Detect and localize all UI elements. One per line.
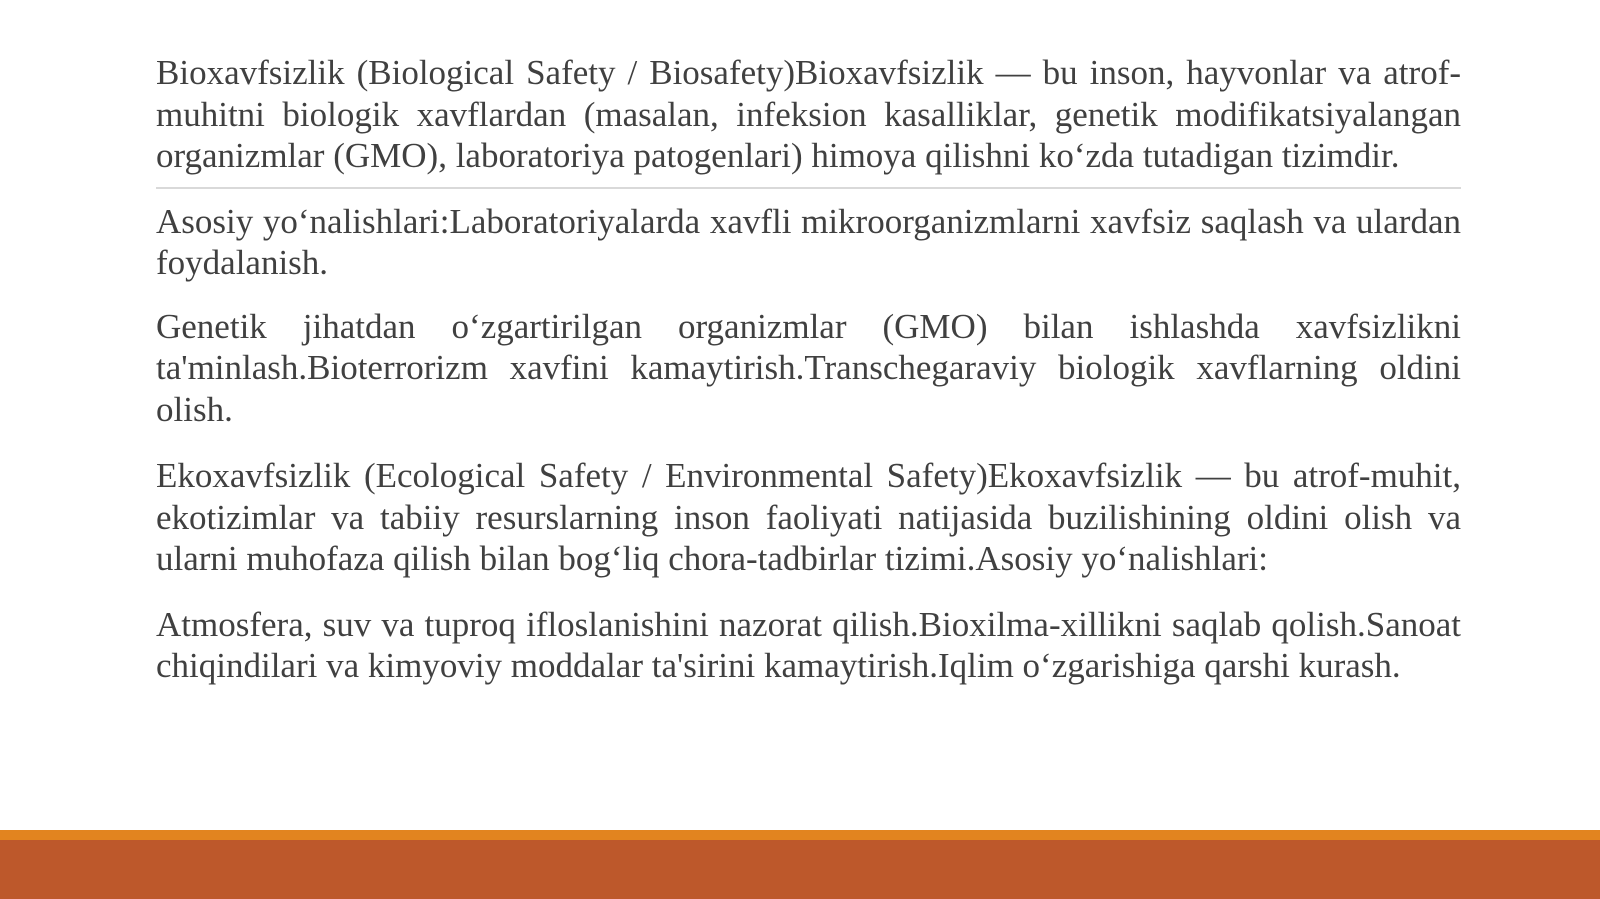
paragraph-biosafety-directions: Asosiy yo‘nalishlari:Laboratoriyalarda xavfli mikroorganizmlarni xavfsiz saqlash va ulardan foydalanish. bbox=[156, 201, 1461, 282]
paragraph-ecosafety-definition: Ekoxavfsizlik (Ecological Safety / Environmental Safety)Ekoxavfsizlik — bu atrof-muhit, ekotizimlar va tabiiy resurslarning inson faoliyati natijasida buzilishining oldini olish va ularni muhofaza qilish bilan bog‘liq chora-tadbirlar tizimi.Asosiy yo‘nalishlari: bbox=[156, 456, 1461, 578]
paragraph-biosafety-definition: Bioxavfsizlik (Biological Safety / Biosafety)Bioxavfsizlik — bu inson, hayvonlar va atrof-muhitni biologik xavflardan (masalan, infeksion kasalliklar, genetik modifikatsiyalangan organizmlar (GMO), laboratoriya patogenlari) himoya qilishni ko‘zda tutadigan tizimdir. bbox=[156, 53, 1461, 175]
slide-body bbox=[156, 52, 1461, 687]
paragraph-ecosafety-directions: Atmosfera, suv va tuproq ifloslanishini nazorat qilish.Bioxilma-xillikni saqlab qolish.Sanoat chiqindilari va kimyoviy moddalar ta'sirini kamaytirish.Iqlim o‘zgarishiga qarshi kurash. bbox=[156, 604, 1461, 685]
paragraph-gmo-bioterrorism: Genetik jihatdan o‘zgartirilgan organizmlar (GMO) bilan ishlashda xavfsizlikni ta'minlash.Bioterrorizm xavfini kamaytirish.Transchegaraviy biologik xavflarning oldini olish. bbox=[156, 306, 1461, 429]
section-divider bbox=[156, 187, 1461, 189]
footer-accent-stripe bbox=[0, 830, 1600, 840]
footer-bar bbox=[0, 840, 1600, 899]
